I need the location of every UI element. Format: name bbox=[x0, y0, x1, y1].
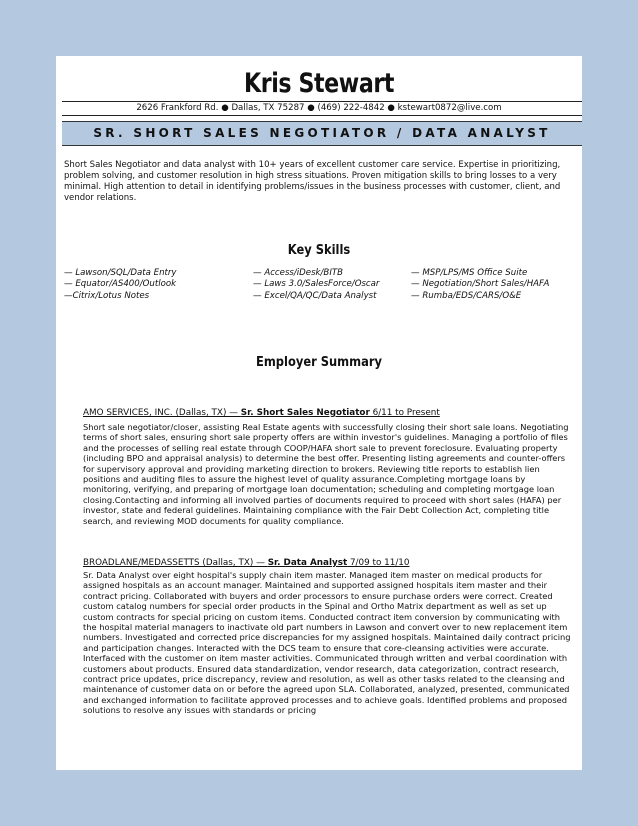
job-description: Short sale negotiator/closer, assisting Real Estate agents with successfully closing their short sale loans. Negotiating terms of short sales, ensuring short sale property offers are within investor's guidelines. Managing a portfolio of files and the processes of selling real estate through COOP/HAFA short sale to prevent foreclosure. Evaluating property (including BPO and appraisal analysis) to determine the best offer. Presenting listing agreements and counter-offers for supervisory approval and providing marketing direction to brokers. Reviewing title reports to establish lien positions and auditing files to assure the highest level of quality assurance.Completing mortgage loans by monitoring, verifying, and preparing of mortgage loan documentation; scheduling and completing mortgage loan closing.Contacting and informing all involved parties of documents required to proceed with short sales (HAFA) per investor, state and federal guidelines. Maintaining compliance with the Fair Debt Collection Act, completing title search, and reviewing MOD documents for quality compliance. bbox=[83, 422, 569, 526]
job-header bbox=[83, 408, 440, 418]
divider bbox=[62, 101, 582, 102]
skill-item: — Negotiation/Short Sales/HAFA bbox=[411, 279, 550, 290]
contact-info: 2626 Frankford Rd. ● Dallas, TX 75287 ● (469) 222-4842 ● kstewart0872@live.com bbox=[136, 103, 502, 113]
skill-item: — Laws 3.0/SalesForce/Oscar bbox=[253, 279, 380, 290]
job-description: Sr. Data Analyst over eight hospital's supply chain item master. Managed item master on medical products for assigned hospitals as an account manager. Maintained and supported assigned hospitals item master and their contract pricing. Collaborated with buyers and order processors to ensure purchase orders were correct. Created custom catalog numbers for special order products in the Spinal and Ortho Matrix department as well as set up custom contracts for special pricing on custom items. Conducted contract item conversion by communicating with the hospital material managers to inactivate old part numbers in Lawson and convert over to new replacement item numbers. Investigated and corrected price discrepancies for my assigned hospitals. Maintained daily contract pricing and participation changes. Interacted with the DCS team to ensure that core-cleansing activities were accurate. Interfaced with the customer on item master activities. Communicated through written and verbal coordination with customers about products. Ensured data standardization, vendor research, data categorization, contract research, contract price updates, price discrepancy, review and resolution, as well as other tasks related to the cleansing and maintenance of customer data on or before the agreed upon SLA. Collaborated, analyzed, presented, communicated and exchanged information to facilitate approved processes and to achieve goals. Identified problems and proposed solutions to resolve any issues with standards or pricing bbox=[83, 570, 571, 716]
skill-item: — Rumba/EDS/CARS/O&E bbox=[411, 290, 522, 301]
job-dates: 6/11 to Present bbox=[369, 408, 440, 418]
skill-item: — Excel/QA/QC/Data Analyst bbox=[253, 290, 377, 301]
job-dates: 7/09 to 11/10 bbox=[347, 558, 410, 568]
skills-column-2 bbox=[253, 268, 379, 302]
resume-page bbox=[56, 56, 582, 770]
skill-item: —Citrix/Lotus Notes bbox=[64, 290, 150, 301]
job-title-bar bbox=[62, 121, 582, 146]
professional-summary: Short Sales Negotiator and data analyst with 10+ years of excellent customer care service. Expertise in prioritizing, problem solving, and customer resolution in high stress situations. Proven mitigation skills to bring losses to a very minimal. High attention to detail in identifying problems/issues in the business processes with customer, client, and vendor relations. bbox=[64, 160, 561, 204]
candidate-name: Kris Stewart bbox=[243, 68, 395, 99]
skill-item: — MSP/LPS/MS Office Suite bbox=[411, 268, 528, 278]
job-role: Sr. Short Sales Negotiator bbox=[240, 408, 370, 418]
job-header bbox=[83, 558, 409, 568]
skill-item: — Lawson/SQL/Data Entry bbox=[64, 268, 177, 278]
skills-column-1 bbox=[64, 268, 177, 302]
employment-heading: Employer Summary bbox=[256, 354, 382, 370]
skills-heading: Key Skills bbox=[287, 242, 351, 258]
skill-item: — Equator/AS400/Outlook bbox=[64, 279, 177, 290]
job-role: Sr. Data Analyst bbox=[267, 558, 348, 568]
company-name: BROADLANE/MEDASSETTS (Dallas, TX) — bbox=[83, 558, 268, 568]
company-name: AMO SERVICES, INC. (Dallas, TX) — bbox=[83, 408, 241, 418]
skill-item: — Access/iDesk/BITB bbox=[253, 268, 344, 278]
divider bbox=[62, 115, 582, 116]
skills-column-3 bbox=[411, 268, 549, 302]
job-title: SR. SHORT SALES NEGOTIATOR / DATA ANALYST bbox=[93, 126, 551, 140]
